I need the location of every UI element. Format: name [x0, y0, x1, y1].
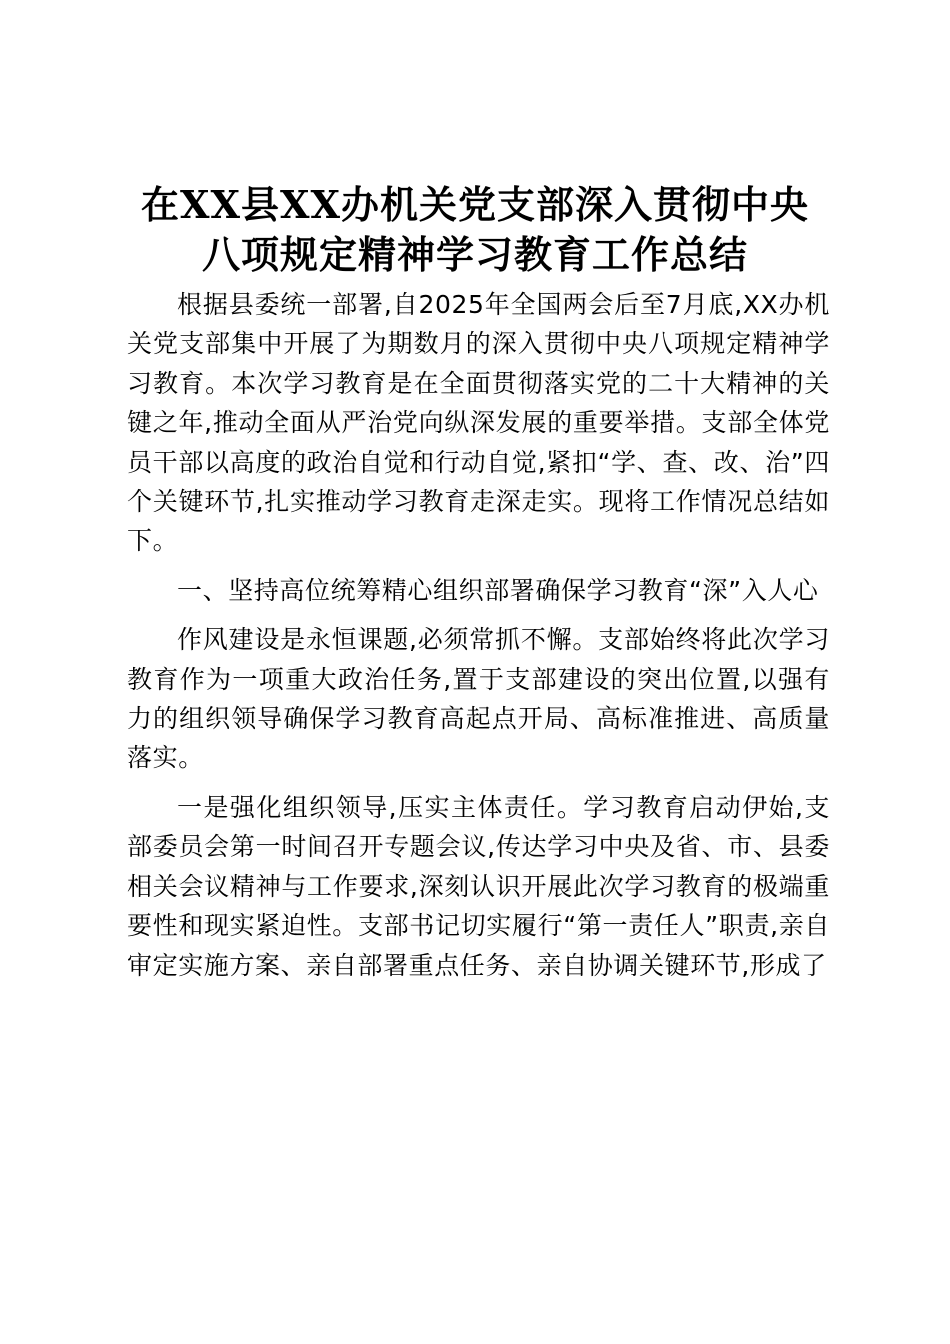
section-1-point-1: 一是强化组织领导,压实主体责任。学习教育启动伊始,支部委员会第一时间召开专题会议,传达学习中央及省、市、县委相关会议精神与工作要求,深刻认识开展此次学习教育的极端重要性和现实紧迫性。支部书记切实履行“第一责任人”职责,亲自审定实施方案、亲自部署重点任务、亲自协调关键环节,形成了 — [127, 792, 830, 980]
title-line-2: 八项规定精神学习教育工作总结 — [201, 232, 748, 277]
section-1-paragraph: 作风建设是永恒课题,必须常抓不懈。支部始终将此次学习教育作为一项重大政治任务,置于支部建设的突出位置,以强有力的组织领导确保学习教育高起点开局、高标准推进、高质量落实。 — [127, 625, 830, 773]
section-heading-1: 一、坚持高位统筹精心组织部署确保学习教育“深”入人心 — [177, 575, 819, 605]
document-body — [127, 285, 830, 995]
title-line-1: 在XX县XX办机关党支部深入贯彻中央 — [141, 182, 809, 227]
intro-paragraph: 根据县委统一部署,自2025年全国两会后至7月底,XX办机关党支部集中开展了为期数月的深入贯彻中央八项规定精神学习教育。本次学习教育是在全面贯彻落实党的二十大精神的关键之年,推动全面从严治党向纵深发展的重要举措。支部全体党员干部以高度的政治自觉和行动自觉,紧扣“学、查、改、治”四个关键环节,扎实推动学习教育走深走实。现将工作情况总结如下。 — [127, 290, 830, 556]
document-title — [118, 180, 832, 280]
